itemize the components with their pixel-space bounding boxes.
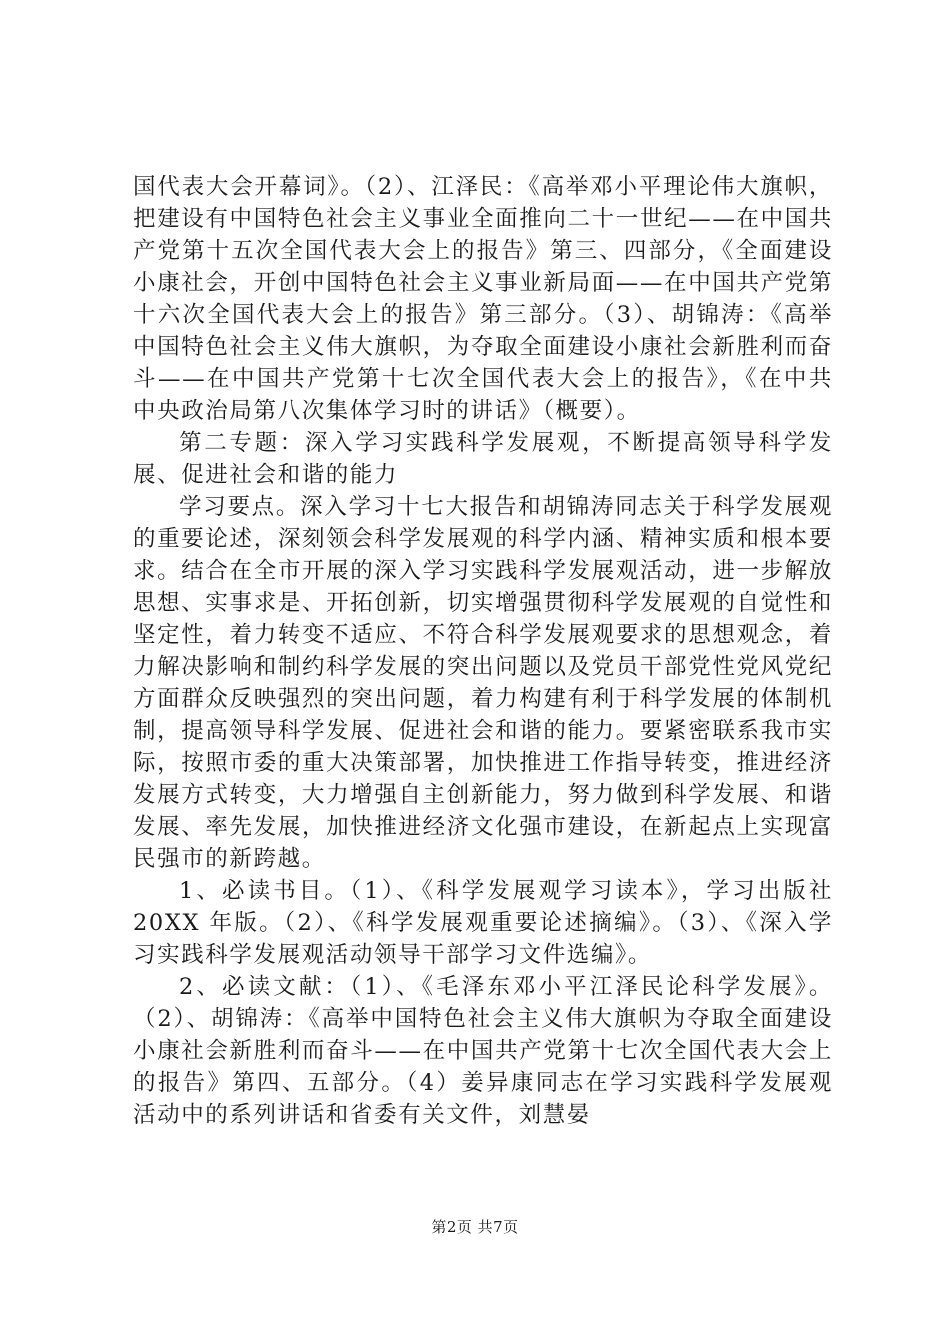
document-body xyxy=(133,171,833,1131)
paragraph-continuation: 国代表大会开幕词》。（2）、江泽民：《高举邓小平理论伟大旗帜，把建设有中国特色社会主义事业全面推向二十一世纪——在中国共产党第十五次全国代表大会上的报告》第三、四部分，《全面建设小康社会，开创中国特色社会主义事业新局面——在中国共产党第十六次全国代表大会上的报告》第三部分。（3）、胡锦涛：《高举中国特色社会主义伟大旗帜，为夺取全面建设小康社会新胜利而奋斗——在中国共产党第十七次全国代表大会上的报告》，《在中共中央政治局第八次集体学习时的讲话》（概要）。 xyxy=(133,174,833,424)
page-number-footer: 第2页 共7页 xyxy=(431,1218,519,1236)
paragraph-study-points: 学习要点。深入学习十七大报告和胡锦涛同志关于科学发展观的重要论述，深刻领会科学发展观的科学内涵、精神实质和根本要求。结合在全市开展的深入学习实践科学发展观活动，进一步解放思想、实事求是、开拓创新，切实增强贯彻科学发展观的自觉性和坚定性，着力转变不适应、不符合科学发展观要求的思想观念，着力解决影响和制约科学发展的突出问题以及党员干部党性党风党纪方面群众反映强烈的突出问题，着力构建有利于科学发展的体制机制，提高领导科学发展、促进社会和谐的能力。要紧密联系我市实际，按照市委的重大决策部署，加快推进工作指导转变，推进经济发展方式转变，大力增强自主创新能力，努力做到科学发展、和谐发展、率先发展，加快推进经济文化强市建设，在新起点上实现富民强市的新跨越。 xyxy=(133,494,833,872)
paragraph-required-documents: 2、必读文献：（1）、《毛泽东邓小平江泽民论科学发展》。（2）、胡锦涛：《高举中国特色社会主义伟大旗帜为夺取全面建设小康社会新胜利而奋斗——在中国共产党第十七次全国代表大会上的报告》第四、五部分。（4）姜异康同志在学习实践科学发展观活动中的系列讲话和省委有关文件，刘慧晏 xyxy=(133,974,833,1128)
paragraph-required-books: 1、必读书目。（1）、《科学发展观学习读本》，学习出版社 20XX 年版。（2）、《科学发展观重要论述摘编》。（3）、《深入学习实践科学发展观活动领导干部学习文件选编》。 xyxy=(133,878,833,968)
section-heading-topic-2: 第二专题：深入学习实践科学发展观，不断提高领导科学发展、促进社会和谐的能力 xyxy=(133,430,833,488)
